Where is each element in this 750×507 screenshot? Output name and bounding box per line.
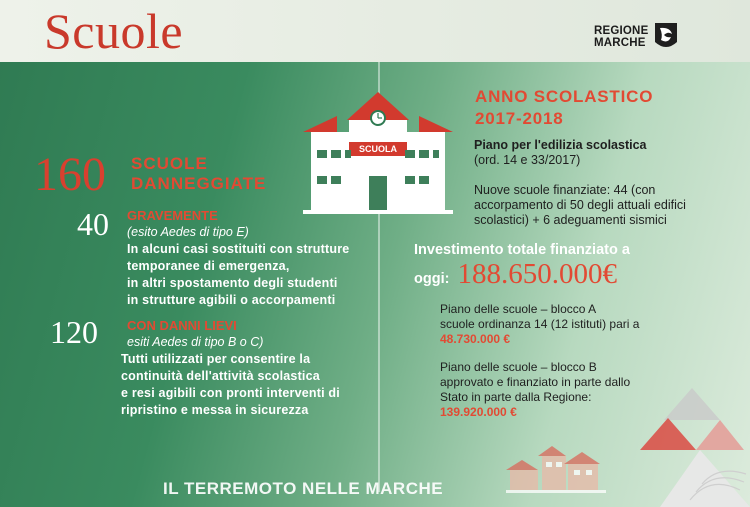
block-a-line1: Piano delle scuole – blocco A — [440, 302, 597, 316]
damaged-schools-number: 160 — [34, 148, 106, 201]
block-a — [440, 302, 720, 347]
logo-line2: MARCHE — [594, 37, 646, 49]
severe-number: 40 — [77, 206, 109, 242]
school-year-heading — [475, 86, 653, 130]
shield-icon — [654, 22, 678, 52]
severe-line: in altri spostamento degli studenti — [127, 276, 338, 290]
investment-label: oggi: — [414, 271, 450, 287]
investment-amount: 188.650.000€ — [457, 258, 617, 290]
new-schools-text — [474, 183, 734, 228]
logo-line1: REGIONE — [594, 25, 649, 37]
light-line: ripristino e messa in sicurezza — [121, 403, 309, 417]
block-b-line2: approvato e finanziato in parte dallo — [440, 375, 631, 389]
severe-line: temporanee di emergenza, — [127, 259, 290, 273]
page-title: Scuole — [44, 3, 184, 59]
severe-line: in strutture agibili o accorpamenti — [127, 293, 336, 307]
school-sign: SCUOLA — [359, 144, 397, 154]
school-year-line1: ANNO SCOLASTICO — [475, 87, 654, 106]
severe-description — [127, 241, 377, 309]
light-line: continuità dell'attività scolastica — [121, 369, 320, 383]
school-building-illustration — [297, 92, 459, 222]
block-b-amount: 139.920.000 € — [440, 405, 517, 419]
light-line: e resi agibili con pronti interventi di — [121, 386, 340, 400]
block-b-line1: Piano delle scuole – blocco B — [440, 360, 597, 374]
building-plan-ref: (ord. 14 e 33/2017) — [474, 153, 581, 167]
footer-title: IL TERREMOTO NELLE MARCHE — [163, 479, 444, 498]
small-houses-illustration — [502, 440, 622, 500]
damaged-schools-line2: DANNEGGIATE — [131, 174, 267, 193]
decorative-triangles — [620, 380, 750, 507]
new-schools-line: scolastici) + 6 adeguamenti sismici — [474, 213, 667, 227]
regione-marche-logo — [594, 22, 678, 52]
light-damage-description — [121, 351, 376, 419]
investment-total — [414, 258, 617, 291]
damaged-schools-heading — [131, 154, 266, 194]
building-plan-title: Piano per l'edilizia scolastica — [474, 138, 647, 152]
light-damage-subtitle: esiti Aedes di tipo B o C) — [127, 335, 264, 349]
logo-text — [594, 25, 648, 49]
block-b-line3: Stato in parte dalla Regione: — [440, 390, 592, 404]
severe-heading: GRAVEMENTE — [127, 208, 218, 223]
block-a-line2: scuole ordinanza 14 (12 istituti) pari a — [440, 317, 640, 331]
light-damage-heading: CON DANNI LIEVI — [127, 318, 237, 333]
investment-label-line1: Investimento totale finanziato a — [414, 242, 630, 258]
school-year-line2: 2017-2018 — [475, 109, 564, 128]
damaged-schools-line1: SCUOLE — [131, 154, 208, 173]
new-schools-line: Nuove scuole finanziate: 44 (con — [474, 183, 656, 197]
severe-subtitle: (esito Aedes di tipo E) — [127, 225, 249, 239]
block-a-amount: 48.730.000 € — [440, 332, 511, 346]
light-damage-number: 120 — [50, 314, 98, 350]
light-line: Tutti utilizzati per consentire la — [121, 352, 311, 366]
new-schools-line: accorpamento di 50 degli attuali edifici — [474, 198, 686, 212]
severe-line: In alcuni casi sostituiti con strutture — [127, 242, 350, 256]
building-plan — [474, 138, 647, 168]
